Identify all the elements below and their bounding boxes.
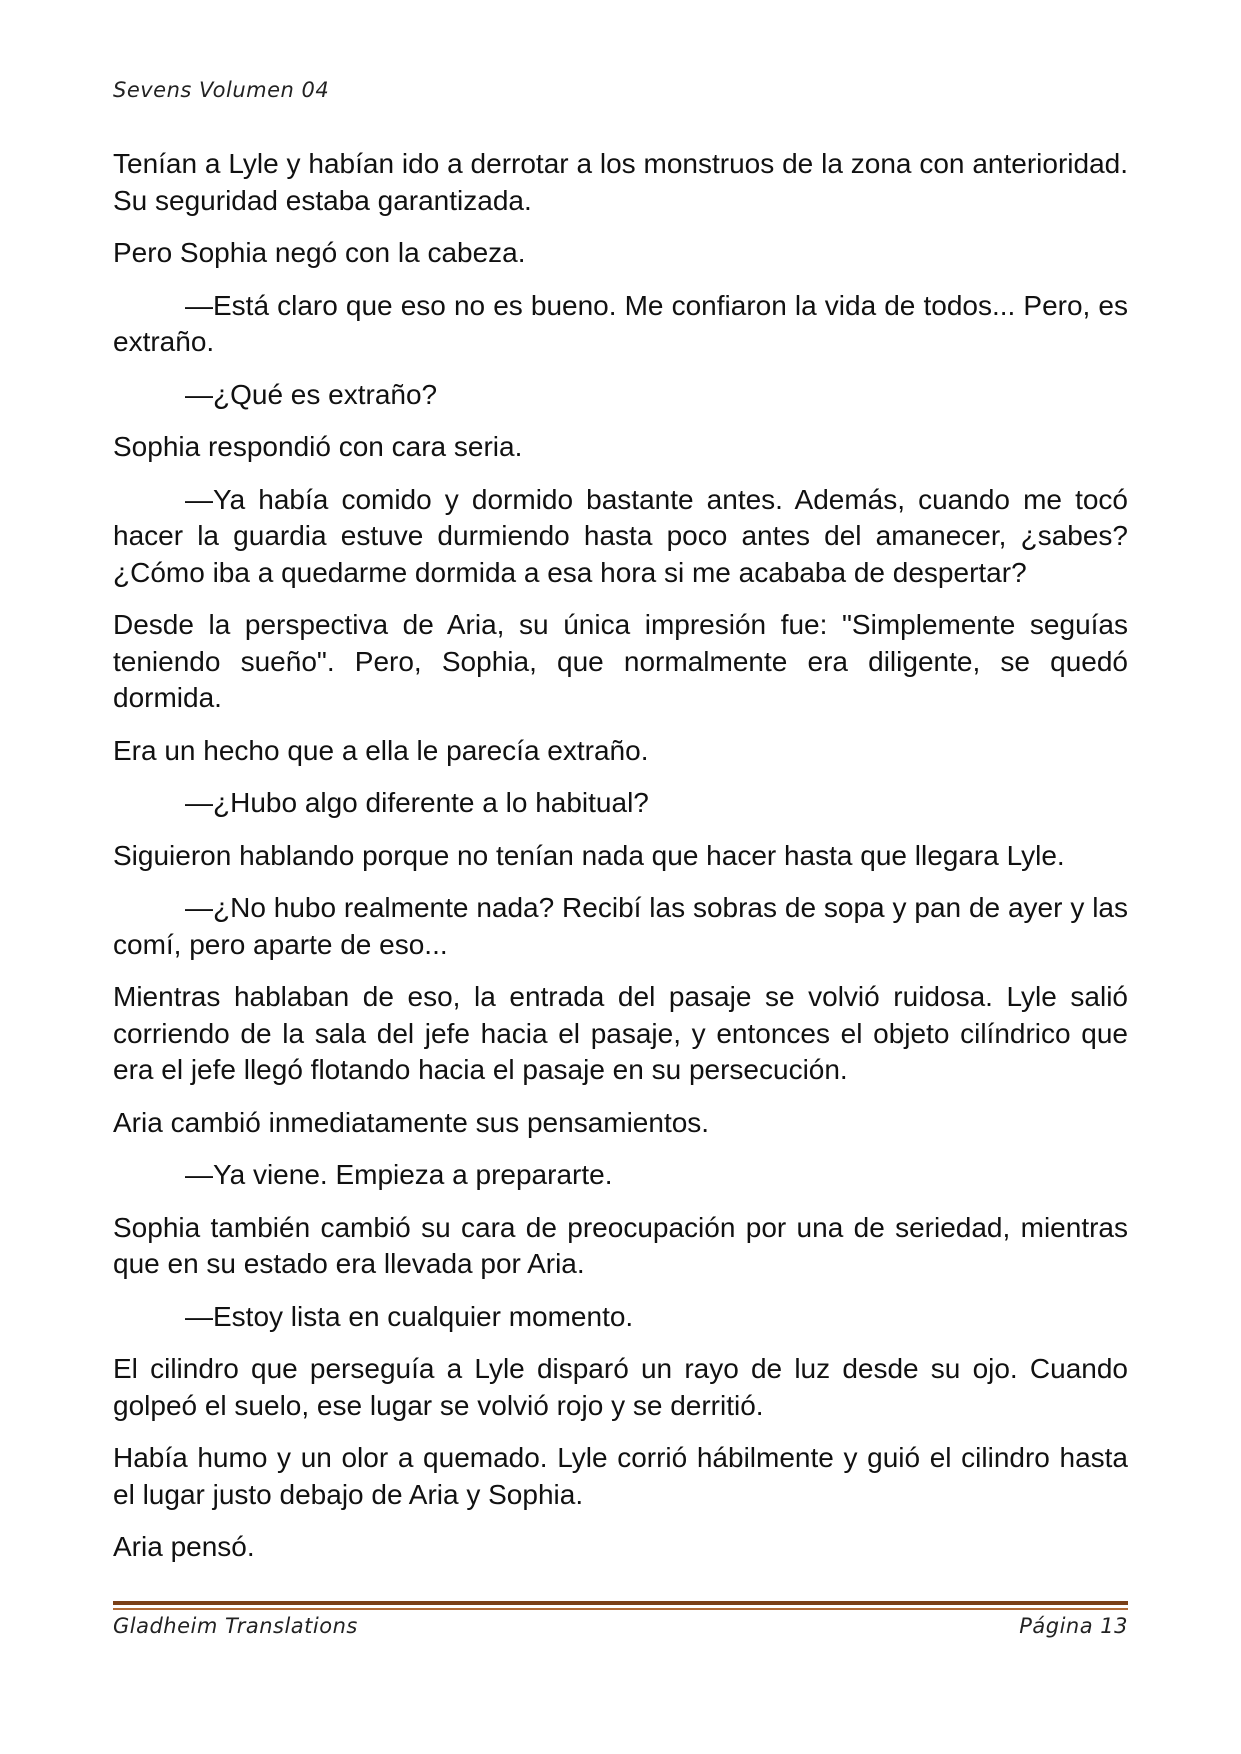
dialog-paragraph: —Ya viene. Empieza a prepararte. (185, 1159, 613, 1190)
dialog-paragraph: —¿Qué es extraño? (185, 378, 438, 410)
dialog-paragraph: —Estoy lista en cualquier momento. (185, 1300, 634, 1332)
paragraph: Aria pensó. (113, 1531, 255, 1562)
dialog-paragraph: —¿Hubo algo diferente a lo habitual? (185, 787, 649, 818)
paragraph: Aria cambió inmediatamente sus pensamientos. (113, 1106, 710, 1138)
paragraph: Mientras hablaban de eso, la entrada del pasaje se volvió ruidosa. Lyle salió corriendo de la sala del jefe hacia el pasaje, y entonces el objeto cilíndrico que era el jefe llegó flotando hacia el pasaje en su persecución. (113, 981, 1128, 1085)
dialog-paragraph: —Está claro que eso no es bueno. Me confiaron la vida de todos... Pero, es extraño. (113, 289, 1128, 357)
dialog-paragraph: —¿No hubo realmente nada? Recibí las sobras de sopa y pan de ayer y las comí, pero aparte de eso... (113, 892, 1128, 960)
paragraph: El cilindro que perseguía a Lyle disparó un rayo de luz desde su ojo. Cuando golpeó el suelo, ese lugar se volvió rojo y se derritió. (113, 1353, 1128, 1421)
paragraph: Sophia también cambió su cara de preocupación por una de seriedad, mientras que en su estado era llevada por Aria. (113, 1211, 1128, 1279)
paragraph: Había humo y un olor a quemado. Lyle corrió hábilmente y guió el cilindro hasta el lugar justo debajo de Aria y Sophia. (113, 1442, 1128, 1510)
footer-rule-secondary (113, 1608, 1128, 1610)
dialog-paragraph: —Ya había comido y dormido bastante antes. Además, cuando me tocó hacer la guardia estuve durmiendo hasta poco antes del amanecer, ¿sabes? ¿Cómo iba a quedarme dormida a esa hora si me acababa de despertar? (113, 483, 1128, 588)
paragraph: Pero Sophia negó con la cabeza. (113, 237, 526, 268)
paragraph: Tenían a Lyle y habían ido a derrotar a los monstruos de la zona con anterioridad. Su seguridad estaba garantizada. (113, 148, 1128, 216)
page-number: Página 13 (1019, 1614, 1128, 1638)
paragraph: Desde la perspectiva de Aria, su única impresión fue: "Simplemente seguías teniendo sueño". Pero, Sophia, que normalmente era diligente, se quedó dormida. (113, 609, 1128, 713)
body-text (113, 146, 1128, 1582)
running-header: Sevens Volumen 04 (113, 78, 330, 102)
paragraph: Siguieron hablando porque no tenían nada que hacer hasta que llegara Lyle. (113, 839, 1065, 871)
footer-rule (113, 1601, 1128, 1605)
footer-translator: Gladheim Translations (113, 1614, 358, 1638)
paragraph: Era un hecho que a ella le parecía extraño. (113, 734, 649, 766)
paragraph: Sophia respondió con cara seria. (113, 431, 523, 462)
